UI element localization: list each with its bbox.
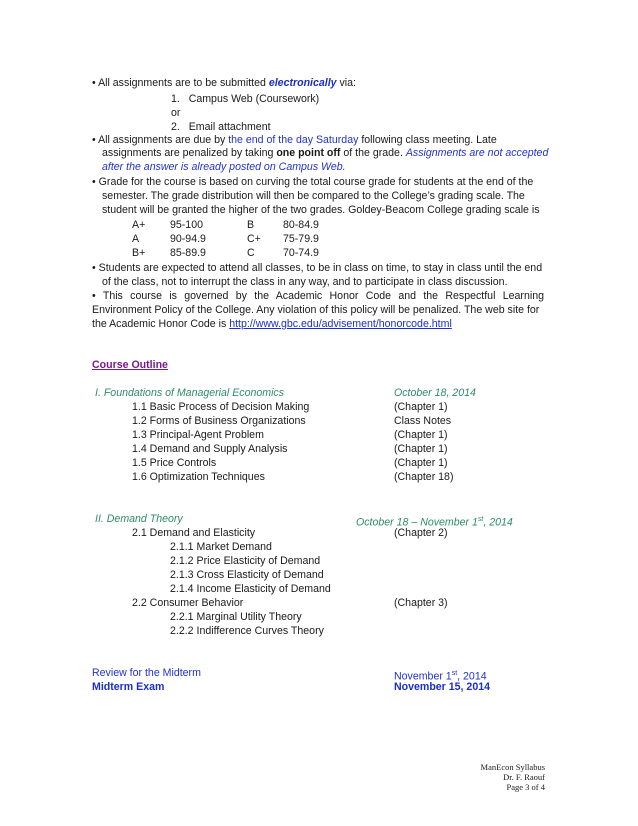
- grade-cell: 80-84.9: [283, 219, 319, 231]
- due-paragraph-line1: [92, 134, 497, 147]
- footer-page-number: Page 3 of 4: [506, 782, 545, 792]
- outline-subitem: 2.1.2 Price Elasticity of Demand: [170, 555, 321, 567]
- outline-item-ref: (Chapter 1): [394, 429, 448, 441]
- submission-emphasis: electronically: [268, 77, 337, 89]
- outline-subitem: 2.1.3 Cross Elasticity of Demand: [170, 569, 324, 581]
- submission-option-1: [171, 93, 319, 106]
- course-outline-heading: Course Outline: [92, 359, 168, 371]
- outline-item: 1.1 Basic Process of Decision Making: [132, 401, 310, 413]
- outline-subitem: 2.1.1 Market Demand: [170, 541, 272, 553]
- date-text: October 18 – November 1: [356, 516, 478, 529]
- section-1-title: I. Foundations of Managerial Economics: [95, 387, 285, 399]
- due-text: All assignments are due by: [98, 134, 229, 146]
- date-text: , 2014: [457, 670, 487, 683]
- date-text: November 1: [394, 670, 452, 683]
- outline-item-ref: (Chapter 2): [394, 527, 448, 539]
- outline-item: 1.5 Price Controls: [132, 457, 217, 469]
- submission-or: or: [171, 107, 181, 119]
- due-italic: Assignments are not accepted: [405, 147, 549, 159]
- outline-item: 2.2 Consumer Behavior: [132, 597, 244, 609]
- outline-item: 1.4 Demand and Supply Analysis: [132, 443, 288, 455]
- grade-paragraph-line3: student will be granted the higher of the two grades. Goldey-Beacom College grading scale is: [102, 204, 540, 216]
- grade-paragraph-line2: semester. The grade distribution will then be compared to the College’s grading scale. The: [102, 190, 525, 202]
- grade-cell: C+: [247, 233, 261, 245]
- outline-item-ref: (Chapter 1): [394, 457, 448, 469]
- due-paragraph-line3: after the answer is already posted on Campus Web.: [102, 161, 346, 173]
- outline-item: 1.3 Principal-Agent Problem: [132, 429, 264, 441]
- due-text: assignments are penalized by taking: [102, 147, 277, 159]
- footer-author: Dr. F. Raouf: [503, 772, 545, 782]
- outline-item-ref: (Chapter 1): [394, 401, 448, 413]
- attendance-paragraph-line2: of the class, not to interrupt the class in any way, and to participate in class discussion.: [102, 276, 508, 288]
- section-2-title: II. Demand Theory: [95, 513, 183, 525]
- option-number: 2.: [171, 121, 180, 133]
- due-bold: one point off: [276, 147, 341, 159]
- outline-item-ref: Class Notes: [394, 415, 452, 427]
- grade-cell: 75-79.9: [283, 233, 319, 245]
- honor-paragraph-line1: [92, 290, 544, 303]
- midterm-date: November 15, 2014: [394, 681, 490, 693]
- honor-text: This course is governed by the Academic Honor Code and the Respectful Learning: [102, 290, 544, 302]
- grade-cell: B: [247, 219, 255, 231]
- date-text: , 2014: [483, 516, 513, 529]
- grade-cell: 70-74.9: [283, 247, 319, 259]
- option-text: Campus Web (Coursework): [188, 93, 320, 105]
- outline-item-ref: (Chapter 1): [394, 443, 448, 455]
- grade-text: Grade for the course is based on curving the total course grade for students at the end of the: [98, 176, 534, 188]
- grade-cell: B+: [132, 247, 146, 259]
- outline-item: 1.2 Forms of Business Organizations: [132, 415, 306, 427]
- attendance-paragraph-line1: [92, 262, 542, 275]
- grade-cell: 85-89.9: [170, 247, 206, 259]
- option-number: 1.: [171, 93, 180, 105]
- footer: [440, 762, 545, 792]
- due-paragraph-line2: [102, 147, 548, 160]
- outline-item: 2.1 Demand and Elasticity: [132, 527, 256, 539]
- bullet-icon: •: [92, 290, 96, 302]
- due-text: of the grade.: [340, 147, 406, 159]
- grade-cell: A+: [132, 219, 146, 231]
- grade-cell: A: [132, 233, 140, 245]
- section-1-date: October 18, 2014: [394, 387, 476, 399]
- outline-subitem: 2.2.1 Marginal Utility Theory: [170, 611, 302, 623]
- honor-paragraph-line3: [92, 318, 452, 331]
- midterm-label: Midterm Exam: [92, 681, 165, 693]
- outline-item-ref: (Chapter 3): [394, 597, 448, 609]
- due-text: following class meeting. Late: [358, 134, 497, 146]
- outline-subitem: 2.1.4 Income Elasticity of Demand: [170, 583, 331, 595]
- outline-subitem: 2.2.2 Indifference Curves Theory: [170, 625, 324, 637]
- attendance-text: Students are expected to attend all classes, to be in class on time, to stay in class until the end: [98, 262, 543, 274]
- date-ordinal: st: [451, 670, 458, 677]
- grade-cell: C: [247, 247, 255, 259]
- grade-cell: 95-100: [170, 219, 203, 231]
- due-highlight: the end of the day Saturday: [228, 134, 359, 146]
- bullet-icon: •: [92, 176, 96, 188]
- outline-item: 1.6 Optimization Techniques: [132, 471, 265, 483]
- option-text: Email attachment: [188, 121, 271, 133]
- grade-cell: 90-94.9: [170, 233, 206, 245]
- footer-title: ManEcon Syllabus: [480, 762, 545, 772]
- submission-text-pre: All assignments are to be submitted: [98, 77, 269, 89]
- honor-text: the Academic Honor Code is: [92, 318, 230, 330]
- date-ordinal: st: [477, 516, 484, 523]
- bullet-icon: •: [92, 77, 96, 89]
- submission-option-2: [171, 121, 271, 134]
- honor-paragraph-line2: Environment Policy of the College. Any violation of this policy will be penalized. The web site for: [92, 304, 540, 316]
- submission-paragraph: [92, 77, 356, 90]
- submission-text-post: via:: [336, 77, 356, 89]
- review-label: Review for the Midterm: [92, 667, 201, 679]
- grade-paragraph-line1: [92, 176, 533, 189]
- outline-item-ref: (Chapter 18): [394, 471, 454, 483]
- honor-code-link[interactable]: http://www.gbc.edu/advisement/honorcode.html: [229, 318, 452, 330]
- bullet-icon: •: [92, 262, 96, 274]
- bullet-icon: •: [92, 134, 96, 146]
